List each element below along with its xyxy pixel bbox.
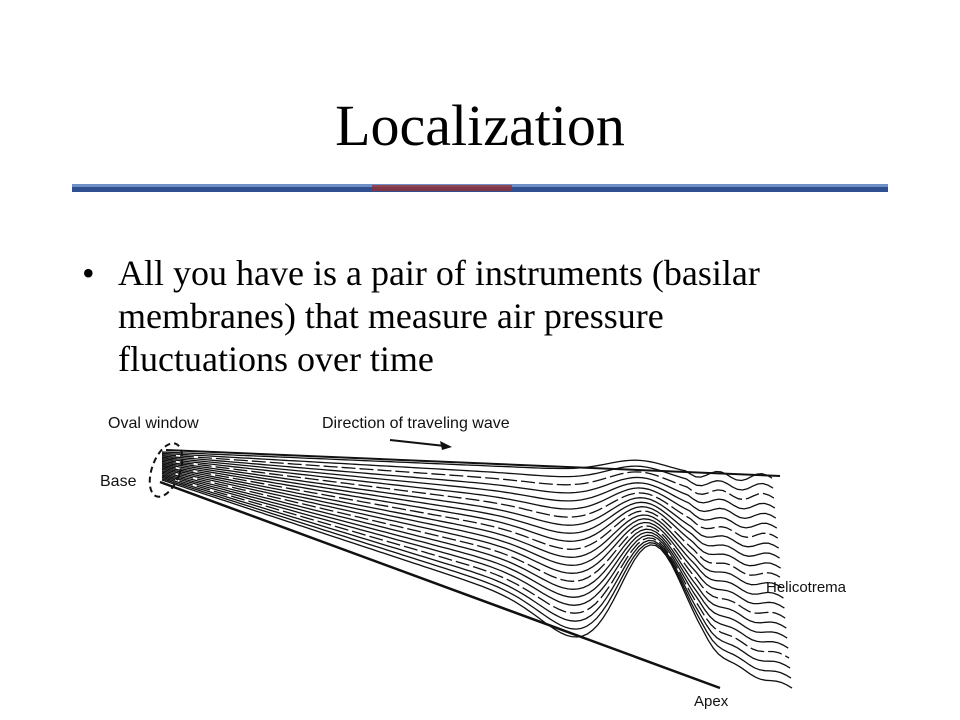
- slide-title: Localization: [335, 93, 625, 158]
- direction-label: Direction of traveling wave: [322, 415, 510, 432]
- title-divider: [72, 184, 888, 192]
- bullet-marker: •: [82, 253, 95, 293]
- basilar-membrane-diagram: [90, 400, 890, 720]
- traveling-wave-arrow: [390, 440, 445, 446]
- helicotrema-label: Helicotrema: [766, 579, 847, 596]
- contour-line: [162, 475, 788, 648]
- base-label: Base: [100, 473, 137, 490]
- apex-label: Apex: [694, 693, 729, 710]
- oval-window-label: Oval window: [108, 415, 199, 432]
- wave-contour-lines: [162, 452, 792, 688]
- contour-line: [162, 476, 789, 658]
- bullet-text: All you have is a pair of instruments (basilar membranes) that measure air pressure fluctuations over time: [118, 253, 760, 379]
